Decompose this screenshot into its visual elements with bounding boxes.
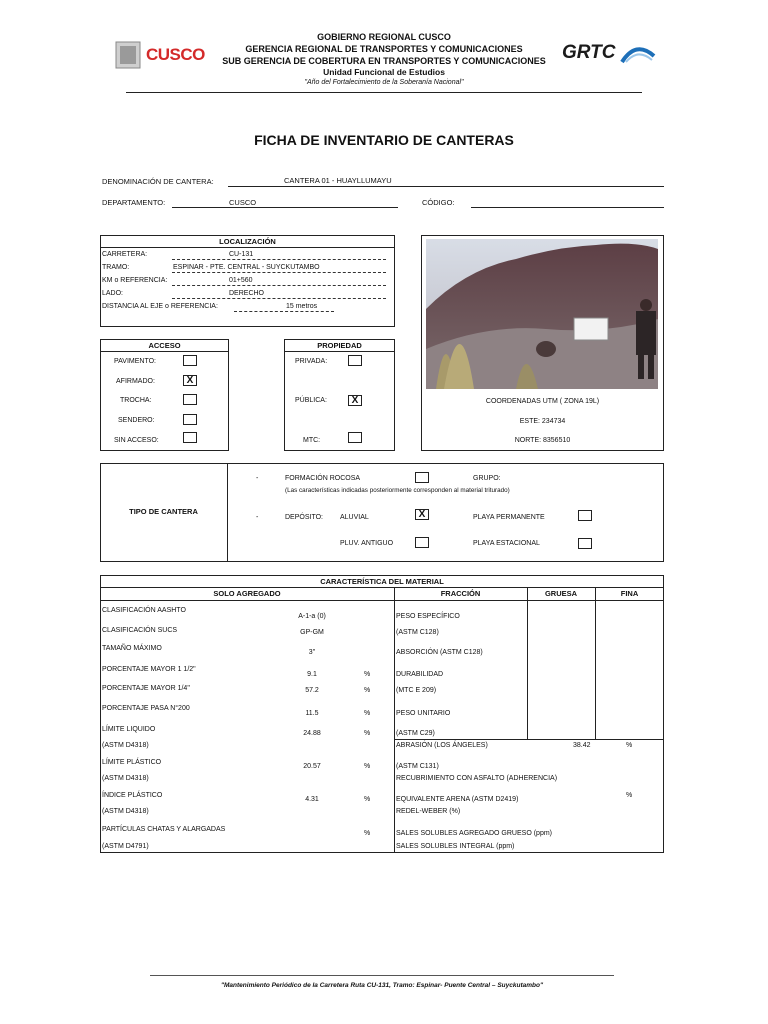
header-org1: GOBIERNO REGIONAL CUSCO (317, 32, 451, 42)
sales-integral-label: SALES SOLUBLES INTEGRAL (ppm) (396, 843, 515, 850)
propiedad-title: PROPIEDAD (317, 341, 362, 350)
departamento-line (172, 207, 398, 208)
lp-std: (ASTM D4318) (102, 775, 149, 782)
pasa200-label: PORCENTAJE PASA N°200 (102, 705, 190, 712)
acceso-sendero-checkbox[interactable] (183, 414, 197, 425)
coords-este: ESTE: 234734 (519, 418, 566, 425)
acceso-trocha-label: TROCHA: (120, 397, 152, 404)
aashto-value: A-1-a (0) (298, 613, 326, 620)
ip-label: ÍNDICE PLÁSTICO (102, 792, 163, 799)
durabilidad-std: (MTC E 209) (396, 687, 437, 694)
lp-pct: % (364, 763, 371, 770)
pasa200-value: 11.5 (305, 710, 319, 717)
header-motto: "Año del Fortalecimiento de la Soberanía Nacional" (304, 79, 464, 86)
propiedad-mtc-checkbox[interactable] (348, 432, 362, 443)
header-org2: GERENCIA REGIONAL DE TRANSPORTES Y COMUNICACIONES (245, 44, 523, 54)
tipo-cantera-divider (227, 463, 228, 562)
col-solo-agregado: SOLO AGREGADO (213, 589, 281, 598)
propiedad-box (284, 339, 395, 451)
footer-divider (150, 975, 614, 976)
aluvial-checkbox[interactable]: X (415, 509, 429, 520)
km-line (172, 285, 386, 286)
acceso-sendero-label: SENDERO: (118, 417, 155, 424)
header-org3: SUB GERENCIA DE COBERTURA EN TRANSPORTES Y COMUNICACIONES (222, 56, 546, 66)
grupo-label: GRUPO: (473, 475, 501, 482)
equivalente-arena-label: EQUIVALENTE ARENA (ASTM D2419) (396, 796, 519, 803)
peso-especifico-label: PESO ESPECÍFICO (396, 613, 460, 620)
carretera-value: CU-131 (229, 251, 254, 258)
material-hrule-right (394, 739, 664, 740)
material-title: CARACTERÍSTICA DEL MATERIAL (320, 577, 444, 586)
absorcion-label: ABSORCIÓN (ASTM C128) (396, 649, 483, 656)
header-org4: Unidad Funcional de Estudios (323, 67, 445, 77)
abrasion-pct: % (626, 742, 633, 749)
ll-std: (ASTM D4318) (102, 742, 149, 749)
logo-cusco-text: CUSCO (146, 45, 205, 64)
ip-value: 4.31 (305, 796, 319, 803)
carretera-line (172, 259, 386, 260)
propiedad-publica-checkbox[interactable]: X (348, 395, 362, 406)
material-table (100, 575, 664, 853)
quarry-landscape-icon (426, 239, 658, 389)
tipo-cantera-label: TIPO DE CANTERA (129, 507, 198, 516)
playa-estacional-label: PLAYA ESTACIONAL (473, 540, 540, 547)
denominacion-line (228, 186, 664, 187)
col-fina: FINA (620, 589, 639, 598)
ip-pct: % (364, 796, 371, 803)
mayor112-value: 9.1 (307, 671, 317, 678)
acceso-afirmado-checkbox[interactable]: X (183, 375, 197, 386)
coords-title: COORDENADAS UTM ( ZONA 19L) (485, 398, 600, 405)
redel-weber-label: REDEL-WEBER (%) (396, 808, 461, 815)
material-colhead-rule (100, 600, 664, 601)
page-title: FICHA DE INVENTARIO DE CANTERAS (254, 132, 514, 148)
propiedad-privada-label: PRIVADA: (295, 358, 328, 365)
departamento-label: DEPARTAMENTO: (102, 198, 166, 207)
tamano-label: TAMAÑO MÁXIMO (102, 645, 162, 652)
mayor14-value: 57.2 (305, 687, 319, 694)
sucs-value: GP-GM (300, 629, 324, 636)
km-label: KM o REFERENCIA: (102, 277, 168, 284)
tipo-dash-2: - (256, 514, 259, 521)
sucs-label: CLASIFICACIÓN SUCS (102, 627, 178, 634)
sales-grueso-label: SALES SOLUBLES AGREGADO GRUESO (ppm) (396, 830, 552, 837)
abrasion-value: 38.42 (573, 742, 591, 749)
propiedad-privada-checkbox[interactable] (348, 355, 362, 366)
carretera-label: CARRETERA: (102, 251, 148, 258)
lado-label: LADO: (102, 290, 124, 297)
recubrimiento-pct: % (626, 792, 633, 799)
playa-permanente-label: PLAYA PERMANENTE (473, 514, 545, 521)
peso-especifico-std: (ASTM C128) (396, 629, 439, 636)
mayor112-pct: % (364, 671, 371, 678)
aashto-label: CLASIFICACIÓN AASHTO (102, 607, 186, 614)
acceso-sinacceso-checkbox[interactable] (183, 432, 197, 443)
peso-unitario-label: PESO UNITARIO (396, 710, 451, 717)
footer-text: "Mantenimiento Periódico de la Carretera Ruta CU-131, Tramo: Espinar- Puente Central – Suyckutambo" (220, 982, 544, 989)
departamento-value: CUSCO (229, 198, 257, 207)
pluv-antiguo-checkbox[interactable] (415, 537, 429, 548)
propiedad-publica-label: PÚBLICA: (295, 397, 327, 404)
logo-grtc-text: GRTC (562, 42, 616, 63)
acceso-pavimento-label: PAVIMENTO: (114, 358, 157, 365)
lado-line (172, 298, 386, 299)
acceso-sinacceso-label: SIN ACCESO: (114, 437, 159, 444)
mayor112-label: PORCENTAJE MAYOR 1 1/2" (102, 666, 196, 673)
acceso-title: ACCESO (148, 341, 181, 350)
tramo-label: TRAMO: (102, 264, 130, 271)
playa-permanente-checkbox[interactable] (578, 510, 592, 521)
localizacion-title: LOCALIZACIÓN (219, 237, 276, 246)
playa-estacional-checkbox[interactable] (578, 538, 592, 549)
material-vrule-mid (394, 587, 395, 853)
ll-pct: % (364, 730, 371, 737)
acceso-trocha-checkbox[interactable] (183, 394, 197, 405)
acceso-afirmado-label: AFIRMADO: (116, 378, 155, 385)
codigo-label: CÓDIGO: (422, 198, 455, 207)
acceso-pavimento-checkbox[interactable] (183, 355, 197, 366)
formacion-note: (Las características indicadas posteriormente corresponden al material triturado) (285, 487, 510, 494)
tramo-line (172, 272, 386, 273)
formacion-rocosa-checkbox[interactable] (415, 472, 429, 483)
particulas-pct: % (364, 830, 371, 837)
particulas-label: PARTÍCULAS CHATAS Y ALARGADAS (102, 826, 226, 833)
propiedad-mtc-label: MTC: (303, 437, 321, 444)
grtc-swoosh-icon (620, 44, 656, 64)
pluv-antiguo-label: PLUV. ANTIGUO (340, 540, 394, 547)
header-divider (126, 92, 642, 93)
tramo-value: ESPINAR - PTE. CENTRAL - SUYCKUTAMBO (173, 264, 320, 271)
quarry-photo (426, 239, 658, 389)
particulas-std: (ASTM D4791) (102, 843, 149, 850)
lado-value: DERECHO (229, 290, 265, 297)
codigo-line (471, 207, 664, 208)
material-vrule-gruesa (527, 587, 528, 739)
abrasion-label: ABRASIÓN (LOS ÁNGELES) (396, 742, 488, 749)
deposito-label: DEPÓSITO: (285, 514, 323, 521)
peso-unitario-std: (ASTM C29) (396, 730, 435, 737)
astm-c131: (ASTM C131) (396, 763, 439, 770)
distancia-line (234, 311, 334, 312)
formacion-rocosa-label: FORMACIÓN ROCOSA (285, 475, 361, 482)
denominacion-value: CANTERA 01 - HUAYLLUMAYU (284, 176, 392, 185)
coords-norte: NORTE: 8356510 (514, 437, 571, 444)
col-fraccion: FRACCIÓN (440, 589, 481, 598)
tamano-value: 3" (308, 649, 316, 656)
lp-label: LÍMITE PLÁSTICO (102, 759, 162, 766)
material-vrule-fina (595, 587, 596, 739)
km-value: 01+560 (229, 277, 253, 284)
mayor14-pct: % (364, 687, 371, 694)
acceso-box (100, 339, 229, 451)
logo-grtc (562, 42, 658, 68)
col-gruesa: GRUESA (544, 589, 578, 598)
logo-cusco (114, 40, 212, 70)
ip-std: (ASTM D4318) (102, 808, 149, 815)
ll-label: LÍMITE LIQUIDO (102, 726, 156, 733)
lp-value: 20.57 (303, 763, 321, 770)
tipo-dash-1: - (256, 475, 259, 482)
distancia-label: DISTANCIA AL EJE o REFERENCIA: (102, 303, 218, 310)
distancia-value: 15 metros (286, 303, 318, 310)
aluvial-label: ALUVIAL (340, 514, 369, 521)
ll-value: 24.88 (303, 730, 321, 737)
recubrimiento-label: RECUBRIMIENTO CON ASFALTO (ADHERENCIA) (396, 775, 558, 782)
mayor14-label: PORCENTAJE MAYOR 1/4" (102, 685, 190, 692)
durabilidad-label: DURABILIDAD (396, 671, 444, 678)
denominacion-label: DENOMINACIÓN DE CANTERA: (102, 177, 214, 186)
pasa200-pct: % (364, 710, 371, 717)
